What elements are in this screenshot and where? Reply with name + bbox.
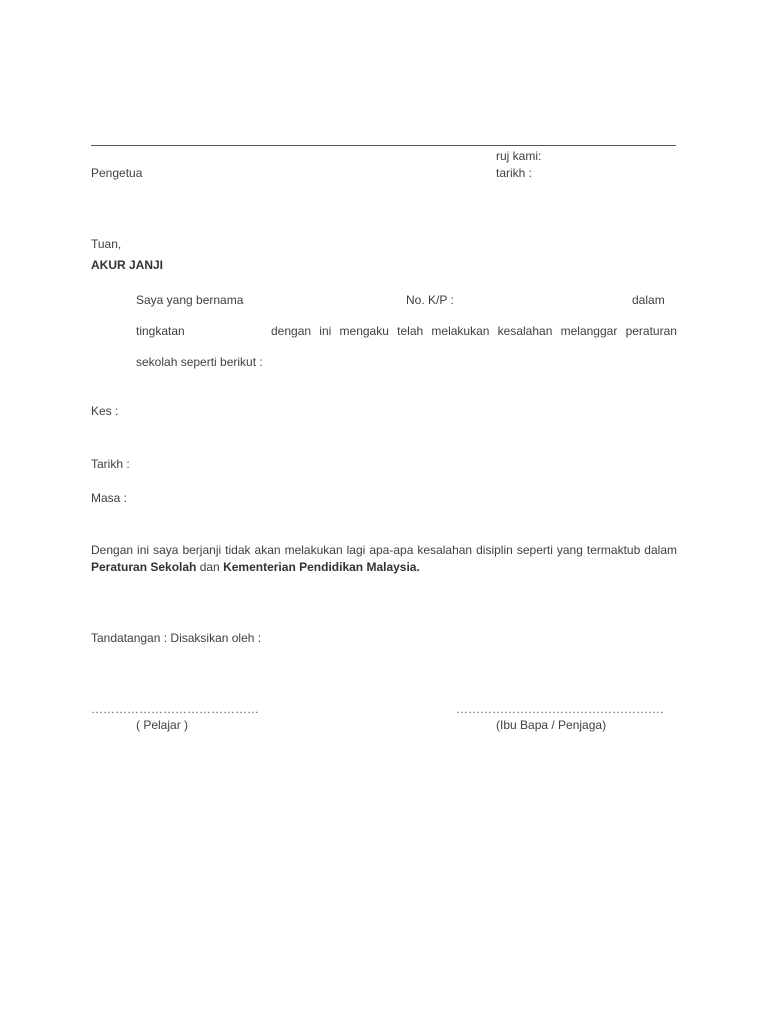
header-rule xyxy=(91,145,676,146)
word: mengaku xyxy=(339,324,389,338)
word: peraturan xyxy=(625,324,677,338)
declaration-line3: sekolah seperti berikut : xyxy=(136,355,263,369)
word: telah xyxy=(397,324,424,338)
word: kesalahan xyxy=(497,324,553,338)
student-label: ( Pelajar ) xyxy=(136,718,189,732)
date-field-label: Tarikh : xyxy=(91,457,130,471)
form-label: tingkatan xyxy=(136,324,185,338)
in-label: dalam xyxy=(632,293,665,307)
ministry-name: Kementerian Pendidikan Malaysia. xyxy=(223,560,420,574)
pledge-text: Dengan ini saya berjanji tidak akan melakukan lagi apa-apa kesalahan disiplin seperti yang termaktub dalam xyxy=(91,543,677,557)
ref-label: ruj kami: xyxy=(496,149,542,163)
word: dengan xyxy=(271,324,312,338)
pledge-and: dan xyxy=(196,560,224,574)
word: melanggar xyxy=(560,324,618,338)
parent-label: (Ibu Bapa / Penjaga) xyxy=(496,718,607,732)
parent-signature-line: ……………………………………………. xyxy=(456,702,664,716)
ic-label: No. K/P : xyxy=(406,293,454,307)
pledge-paragraph xyxy=(91,542,677,576)
salutation: Tuan, xyxy=(91,237,122,251)
word: melakukan xyxy=(431,324,490,338)
signature-label: Tandatangan : Disaksikan oleh : xyxy=(91,631,262,645)
declaration-text-line xyxy=(271,324,677,338)
date-label: tarikh : xyxy=(496,166,533,180)
word: ini xyxy=(319,324,332,338)
case-label: Kes : xyxy=(91,404,119,418)
name-label: Saya yang bernama xyxy=(136,293,244,307)
school-rules: Peraturan Sekolah xyxy=(91,560,197,574)
recipient: Pengetua xyxy=(91,166,143,180)
time-label: Masa : xyxy=(91,491,128,505)
document-title: AKUR JANJI xyxy=(91,258,164,272)
student-signature-line: …………………………………… xyxy=(91,702,259,716)
